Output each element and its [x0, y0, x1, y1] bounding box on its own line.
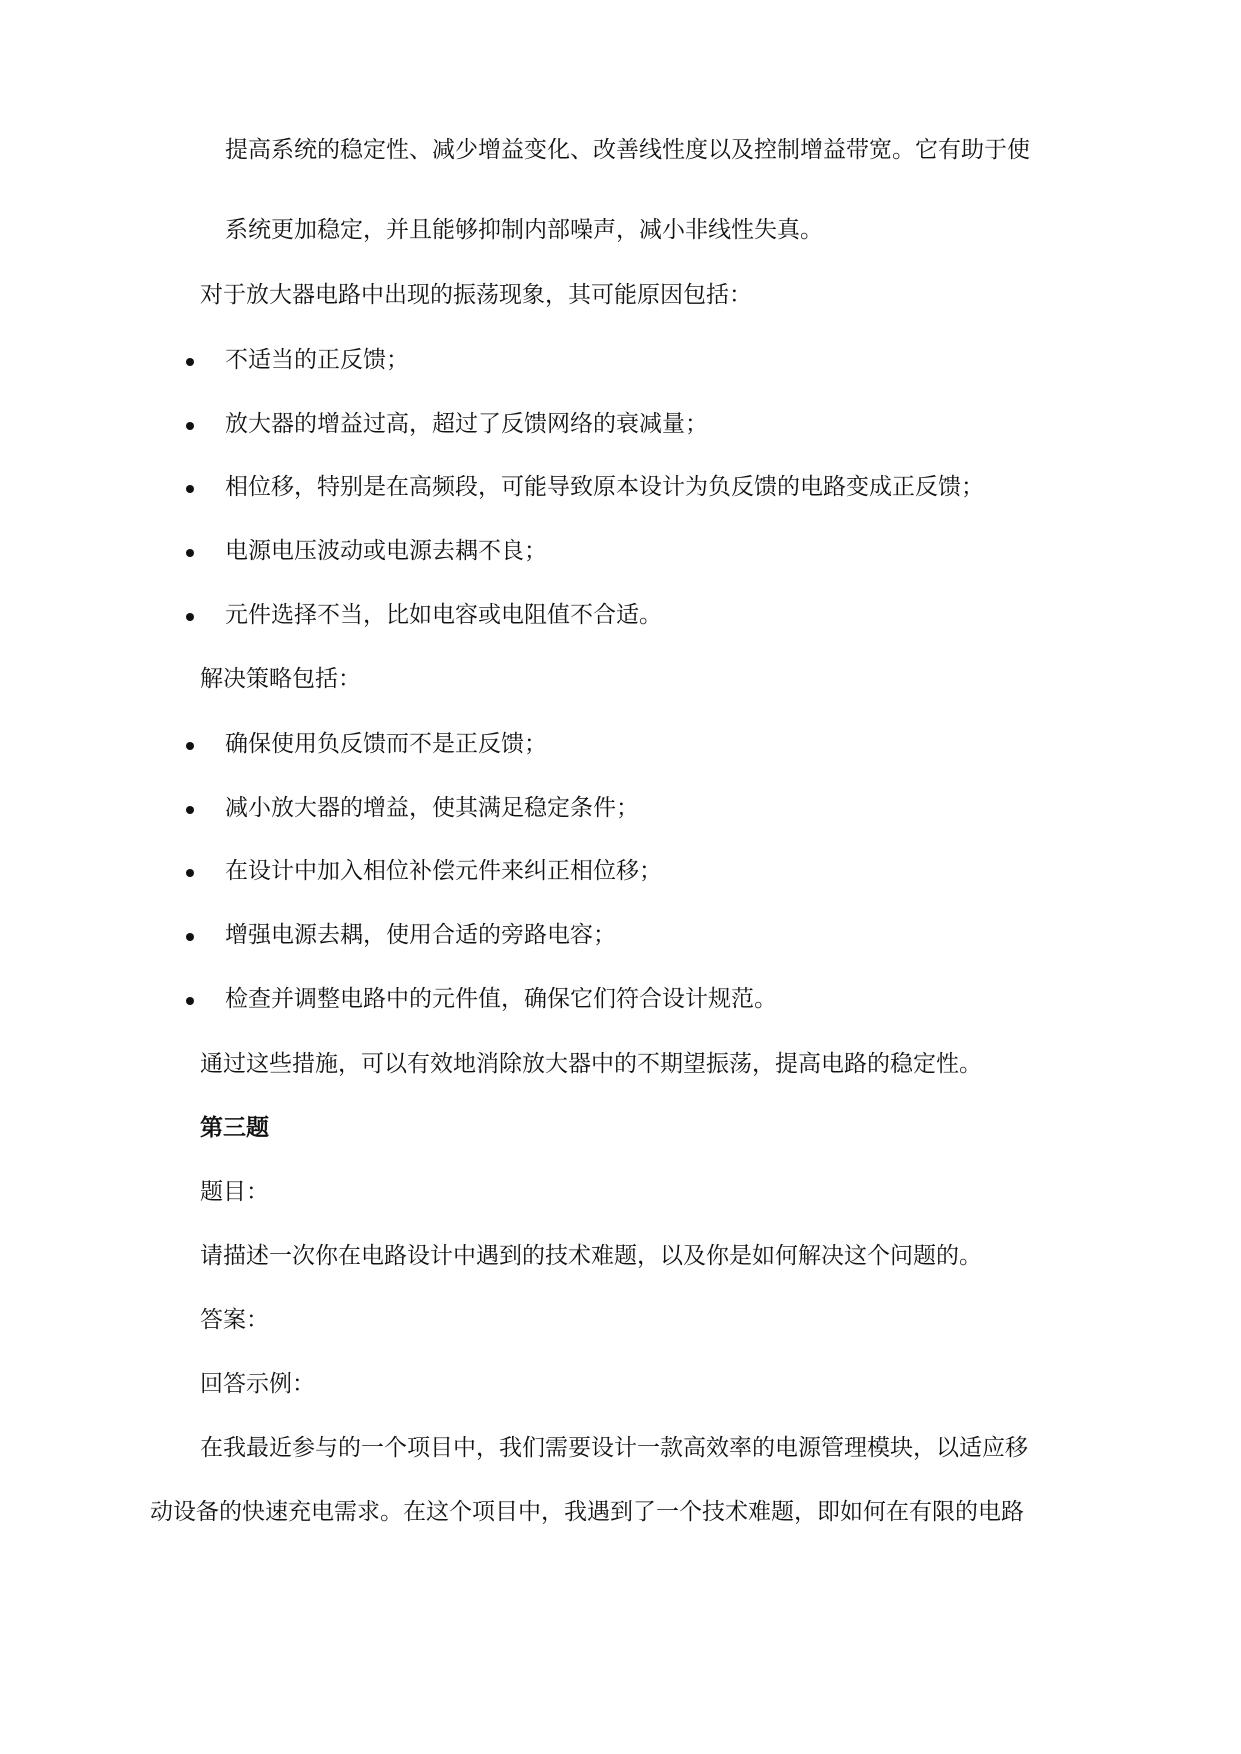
list-item-text: 减小放大器的增益，使其满足稳定条件；: [225, 795, 639, 821]
list-item-text: 放大器的增益过高，超过了反馈网络的衰减量；: [225, 411, 708, 437]
bullet-icon: [186, 358, 194, 366]
list-item-text: 电源电压波动或电源去耦不良；: [225, 538, 547, 564]
answer-label: 答案：: [200, 1307, 269, 1333]
intro-continuation-line-1: 提高系统的稳定性、减少增益变化、改善线性度以及控制增益带宽。它有助于使: [225, 137, 1030, 163]
bullet-icon: [186, 422, 194, 430]
bullet-icon: [186, 869, 194, 877]
list-item-text: 增强电源去耦，使用合适的旁路电容；: [225, 922, 616, 948]
example-paragraph-line-1: 在我最近参与的一个项目中，我们需要设计一款高效率的电源管理模块，以适应移: [200, 1435, 1028, 1461]
list-item-text: 确保使用负反馈而不是正反馈；: [225, 731, 547, 757]
question-label: 题目：: [200, 1179, 269, 1205]
question-text: 请描述一次你在电路设计中遇到的技术难题，以及你是如何解决这个问题的。: [200, 1243, 982, 1269]
bullet-icon: [186, 485, 194, 493]
example-label: 回答示例：: [200, 1371, 315, 1397]
solutions-intro: 解决策略包括：: [200, 666, 361, 692]
list-item-text: 在设计中加入相位补偿元件来纠正相位移；: [225, 858, 662, 884]
intro-continuation-line-2: 系统更加稳定，并且能够抑制内部噪声，减小非线性失真。: [225, 217, 823, 243]
conclusion: 通过这些措施，可以有效地消除放大器中的不期望振荡，提高电路的稳定性。: [200, 1051, 982, 1077]
oscillation-intro: 对于放大器电路中出现的振荡现象，其可能原因包括：: [200, 282, 752, 308]
bullet-icon: [186, 742, 194, 750]
list-item-text: 不适当的正反馈；: [225, 347, 409, 373]
bullet-icon: [186, 806, 194, 814]
question3-heading: 第三题: [200, 1114, 269, 1141]
bullet-icon: [186, 549, 194, 557]
list-item-text: 检查并调整电路中的元件值，确保它们符合设计规范。: [225, 986, 777, 1012]
bullet-icon: [186, 613, 194, 621]
list-item-text: 相位移，特别是在高频段，可能导致原本设计为负反馈的电路变成正反馈；: [225, 474, 984, 500]
bullet-icon: [186, 997, 194, 1005]
example-paragraph-line-2: 动设备的快速充电需求。在这个项目中，我遇到了一个技术难题，即如何在有限的电路: [150, 1499, 1024, 1525]
list-item-text: 元件选择不当，比如电容或电阻值不合适。: [225, 602, 662, 628]
bullet-icon: [186, 933, 194, 941]
